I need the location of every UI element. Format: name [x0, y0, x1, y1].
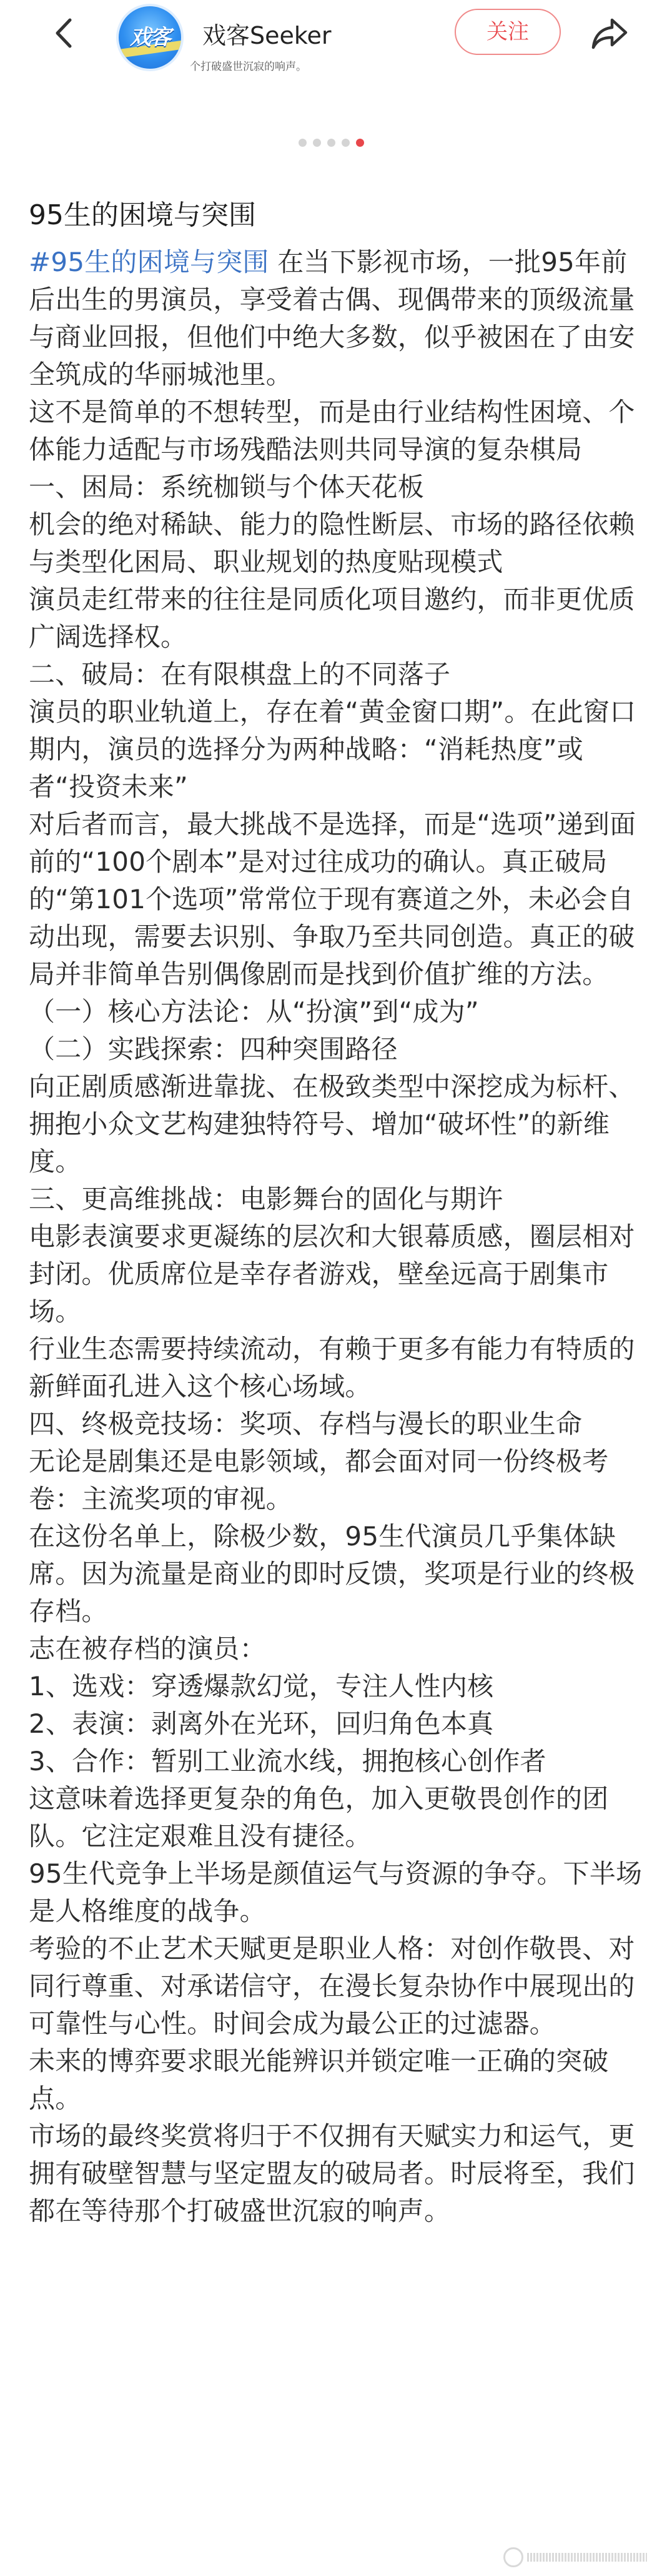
post-paragraph: [29, 1743, 644, 1780]
post-paragraph: [29, 1630, 644, 1668]
post-paragraph: [29, 1330, 644, 1405]
paragraph-text: （二）实践探索：四种突围路径: [29, 1034, 398, 1064]
post-paragraph: [29, 1780, 644, 1855]
paragraph-text: 1、选戏：穿透爆款幻觉，专注人性内核: [29, 1671, 494, 1702]
post-paragraph: [29, 1218, 644, 1330]
post-paragraph: [29, 1930, 644, 2043]
paragraph-text: 一、困局：系统枷锁与个体天花板: [29, 472, 425, 502]
paragraph-text: 行业生态需要持续流动，有赖于更多有能力有特质的新鲜面孔进入这个核心场域。: [29, 1334, 635, 1402]
post-body: [29, 244, 644, 2230]
avatar[interactable]: [116, 4, 184, 71]
paragraph-text: 演员的职业轨道上，存在着“黄金窗口期”。在此窗口期内，演员的选择分为两种战略：“消耗热度”或者“投资未来”: [29, 696, 636, 802]
post-paragraph: [29, 1518, 644, 1630]
paragraph-text: 在这份名单上，除极少数，95生代演员几乎集体缺席。因为流量是商业的即时反馈，奖项是行业的终极存档。: [29, 1521, 635, 1627]
post-paragraph: [29, 693, 644, 806]
post-paragraph: [29, 1068, 644, 1181]
weibo-watermark: [503, 2545, 647, 2570]
carousel-dot[interactable]: [327, 139, 335, 147]
share-arrow-icon: [590, 12, 630, 52]
paragraph-text: 这不是简单的不想转型，而是由行业结构性困境、个体能力适配与市场残酷法则共同导演的复杂棋局: [29, 397, 635, 465]
paragraph-text: （一）核心方法论：从“扮演”到“成为”: [29, 996, 479, 1027]
paragraph-text: 演员走红带来的往往是同质化项目邀约，而非更优质广阔选择权。: [29, 584, 635, 652]
paragraph-text: 机会的绝对稀缺、能力的隐性断层、市场的路径依赖与类型化困局、职业规划的热度贴现模式: [29, 509, 635, 577]
watermark-mark: [527, 2553, 647, 2562]
post-paragraph: [29, 581, 644, 656]
hashtag-link[interactable]: #95生的困境与突围: [29, 247, 269, 277]
post-paragraph: [29, 506, 644, 581]
top-bar: [0, 0, 662, 74]
post-paragraph: [29, 244, 644, 394]
post-paragraph: [29, 1405, 644, 1443]
paragraph-text: 考验的不止艺术天赋更是职业人格：对创作敬畏、对同行尊重、对承诺信守，在漫长复杂协作中展现出的可靠性与心性。时间会成为最公正的过滤器。: [29, 1933, 635, 2039]
post-paragraph: [29, 2043, 644, 2118]
post-paragraph: [29, 993, 644, 1031]
back-button[interactable]: [46, 15, 82, 51]
carousel-dot[interactable]: [342, 139, 350, 147]
carousel-dot[interactable]: [313, 139, 321, 147]
user-slogan: 个打破盛世沉寂的响声。: [190, 61, 307, 73]
post-paragraph: [29, 1705, 644, 1743]
post-paragraph: [29, 1443, 644, 1518]
paragraph-text: 对后者而言，最大挑战不是选择，而是“选项”递到面前的“100个剧本”是对过往成功的确认。真正破局的“第101个选项”常常位于现有赛道之外，未必会自动出现，需要去识别、争取乃至共同创造。真正的破局并非简单告别偶像剧而是找到价值扩维的方法。: [29, 809, 636, 989]
paragraph-text: 无论是剧集还是电影领域，都会面对同一份终极考卷：主流奖项的审视。: [29, 1446, 609, 1514]
username[interactable]: 戏客Seeker: [202, 22, 332, 49]
paragraph-text: 向正剧质感渐进靠拢、在极致类型中深挖成为标杆、拥抱小众文艺构建独特符号、增加“破坏性”的新维度。: [29, 1071, 635, 1177]
paragraph-text: 电影表演要求更凝练的层次和大银幕质感，圈层相对封闭。优质席位是幸存者游戏，壁垒远高于剧集市场。: [29, 1221, 635, 1327]
weibo-logo-icon: [503, 2547, 523, 2567]
post-paragraph: [29, 394, 644, 468]
paragraph-text: 在当下影视市场，一批95年前后出生的男演员，享受着古偶、现偶带来的顶级流量与商业回报，但他们中绝大多数，似乎被困在了由安全筑成的华丽城池里。: [29, 247, 635, 390]
post-paragraph: [29, 1855, 644, 1930]
carousel-dot[interactable]: [299, 139, 307, 147]
post-paragraph: [29, 806, 644, 993]
share-button[interactable]: [590, 12, 630, 52]
paragraph-text: 三、更高维挑战：电影舞台的固化与期许: [29, 1184, 503, 1214]
paragraph-text: 未来的博弈要求眼光能辨识并锁定唯一正确的突破点。: [29, 2046, 609, 2114]
paragraph-text: 二、破局：在有限棋盘上的不同落子: [29, 659, 451, 690]
follow-button[interactable]: 关注: [455, 9, 561, 55]
post-title: 95生的困境与突围: [29, 199, 256, 231]
post-paragraph: [29, 656, 644, 693]
paragraph-text: 3、合作：暂别工业流水线，拥抱核心创作者: [29, 1746, 546, 1776]
paragraph-text: 这意味着选择更复杂的角色，加入更敬畏创作的团队。它注定艰难且没有捷径。: [29, 1783, 609, 1851]
post-paragraph: [29, 468, 644, 506]
post-paragraph: [29, 1031, 644, 1068]
carousel-dot[interactable]: [356, 139, 364, 147]
paragraph-text: 95生代竞争上半场是颜值运气与资源的争夺。下半场是人格维度的战争。: [29, 1858, 643, 1926]
chevron-left-icon: [46, 15, 82, 51]
paragraph-text: 四、终极竞技场：奖项、存档与漫长的职业生命: [29, 1409, 583, 1439]
paragraph-text: 市场的最终奖赏将归于不仅拥有天赋实力和运气，更拥有破壁智慧与坚定盟友的破局者。时辰将至，我们都在等待那个打破盛世沉寂的响声。: [29, 2121, 635, 2226]
paragraph-text: 2、表演：剥离外在光环，回归角色本真: [29, 1708, 494, 1739]
paragraph-text: 志在被存档的演员：: [29, 1633, 266, 1664]
carousel-indicator: [0, 139, 662, 147]
post-paragraph: [29, 2118, 644, 2230]
post-paragraph: [29, 1181, 644, 1218]
post-paragraph: [29, 1668, 644, 1705]
avatar-logo-text: 戏客: [130, 25, 170, 50]
